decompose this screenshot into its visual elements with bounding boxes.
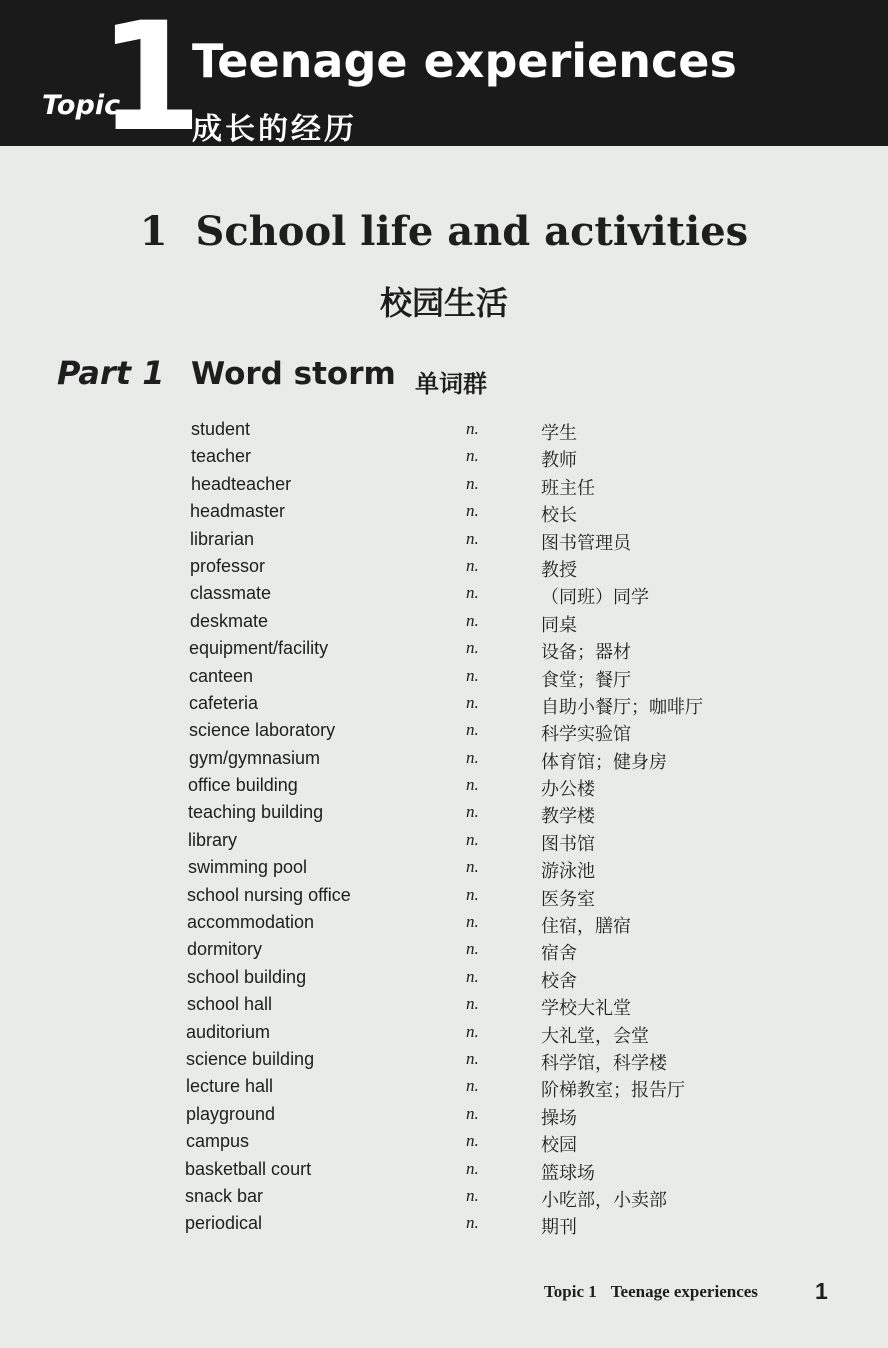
vocab-word: school building [187,966,307,987]
vocab-word: teacher [191,446,252,467]
vocab-row [0,1156,888,1183]
vocab-pos: n. [466,555,479,575]
vocab-meaning: 图书管理员 [541,532,631,554]
vocab-row [0,936,888,963]
vocab-pos: n. [466,419,479,438]
vocab-row [0,1101,888,1128]
footer-topic-label: Topic 1 [544,1282,597,1301]
vocab-meaning: 体育馆；健身房 [541,751,667,773]
vocab-row [0,827,888,854]
vocab-pos: n. [466,446,479,466]
vocab-word: deskmate [190,610,269,631]
vocab-meaning: 教学楼 [541,806,595,828]
vocab-word: cafeteria [189,692,259,713]
vocab-row [0,745,888,772]
vocab-word: lecture hall [186,1076,274,1097]
vocab-pos: n. [466,1076,479,1096]
vocab-meaning: 图书馆 [541,833,595,855]
vocab-meaning: 住宿，膳宿 [541,916,631,938]
vocab-meaning: 设备；器材 [541,642,631,664]
vocab-row [0,690,888,717]
vocab-word: canteen [189,665,254,686]
section-subtitle: 校园生活 [379,284,508,322]
vocab-meaning: 校长 [541,505,577,527]
topic-title-en: Teenage experiences [192,34,737,88]
vocab-word: dormitory [187,939,263,960]
vocab-pos: n. [466,994,479,1014]
part-label: Part 1 [57,354,165,392]
vocab-meaning: 医务室 [541,888,595,910]
vocab-pos: n. [466,747,479,767]
vocab-meaning: 小吃部，小卖部 [541,1189,667,1211]
vocab-row [0,1046,888,1073]
vocab-row [0,1019,888,1046]
vocab-meaning: 校舍 [541,970,577,992]
vocab-meaning: 食堂；餐厅 [541,669,631,691]
vocab-pos: n. [466,1131,479,1151]
vocab-word: basketball court [185,1158,312,1179]
vocab-row [0,663,888,690]
vocab-row [0,526,888,553]
vocab-meaning: 办公楼 [541,779,595,801]
vocab-pos: n. [466,802,479,822]
vocab-row [0,882,888,909]
footer-topic-title: Teenage experiences [610,1282,758,1301]
vocab-word: office building [188,775,298,796]
vocab-row [0,443,888,470]
vocab-pos: n. [466,501,479,521]
vocab-word: library [188,829,238,850]
vocab-meaning: 教授 [541,559,577,581]
vocab-word: campus [186,1131,250,1152]
section-title: 1 School life and activities [139,208,749,255]
topic-word: Topic [42,90,121,121]
vocab-word: accommodation [187,912,315,933]
vocab-word: classmate [190,583,272,604]
vocab-meaning: 学生 [541,423,577,444]
vocab-meaning: （同班）同学 [541,587,649,609]
vocab-row [0,909,888,936]
vocab-meaning: 学校大礼堂 [541,998,631,1020]
vocab-row [0,553,888,580]
vocab-pos: n. [466,692,479,712]
topic-title-zh: 成长的经历 [192,112,357,147]
vocab-word: periodical [185,1213,263,1234]
vocab-row [0,772,888,799]
vocab-pos: n. [466,829,479,849]
vocab-word: science building [186,1048,315,1069]
vocab-meaning: 游泳池 [541,861,595,883]
vocab-row [0,471,888,498]
vocab-meaning: 操场 [541,1107,577,1129]
vocab-word: equipment/facility [189,638,329,659]
vocab-pos: n. [466,857,479,877]
vocab-word: swimming pool [188,857,308,878]
topic-header-band [0,0,888,165]
vocab-word: headteacher [191,473,292,494]
vocab-row [0,498,888,525]
vocab-row [0,964,888,991]
vocab-meaning: 期刊 [541,1217,577,1239]
vocab-pos: n. [466,720,479,740]
vocab-pos: n. [466,912,479,932]
part-title-zh: 单词群 [415,370,487,398]
vocab-word: teaching building [188,802,324,823]
vocab-row [0,1128,888,1155]
vocab-row [0,1073,888,1100]
vocab-row [0,1210,888,1237]
vocab-word: gym/gymnasium [189,747,321,768]
vocab-word: student [191,419,251,439]
vocab-word: professor [190,555,266,576]
vocab-row [0,608,888,635]
vocab-meaning: 宿舍 [541,943,577,965]
vocab-meaning: 自助小餐厅；咖啡厅 [541,696,703,718]
vocab-pos: n. [466,1103,479,1123]
vocab-word: school hall [187,994,273,1015]
vocab-pos: n. [466,1158,479,1178]
vocab-pos: n. [466,775,479,795]
vocab-row [0,799,888,826]
vocab-meaning: 科学实验馆 [541,724,631,746]
vocab-meaning: 科学馆，科学楼 [541,1052,667,1074]
vocab-meaning: 教师 [541,450,577,472]
vocab-meaning: 班主任 [541,477,595,499]
vocab-pos: n. [466,638,479,658]
vocab-row [0,1183,888,1210]
vocab-row [0,635,888,662]
vocab-word: school nursing office [187,884,351,905]
vocab-word: headmaster [190,501,286,522]
vocab-pos: n. [466,884,479,904]
part-title: Word storm [191,356,396,392]
vocab-meaning: 大礼堂，会堂 [541,1025,649,1047]
vocab-row [0,854,888,881]
vocab-pos: n. [466,1048,479,1068]
vocab-pos: n. [466,1021,479,1041]
vocab-pos: n. [466,939,479,959]
vocab-pos: n. [466,1185,479,1205]
topic-number: 1 [98,0,203,165]
vocab-meaning: 校园 [541,1135,577,1157]
vocab-pos: n. [466,966,479,986]
vocab-meaning: 同桌 [541,614,577,636]
vocab-pos: n. [466,665,479,685]
vocab-row [0,416,888,443]
vocab-word: science laboratory [189,720,336,741]
vocab-word: librarian [190,528,255,549]
vocab-row [0,991,888,1018]
vocabulary-list [0,416,888,1238]
vocab-meaning: 阶梯教室；报告厅 [541,1080,685,1102]
vocab-pos: n. [466,583,479,603]
vocab-pos: n. [466,473,479,493]
vocab-pos: n. [466,1213,479,1233]
running-footer [544,1282,758,1302]
vocab-meaning: 篮球场 [541,1162,595,1184]
page-number: 1 [815,1278,828,1304]
vocab-row [0,580,888,607]
vocab-pos: n. [466,528,479,548]
vocab-word: playground [186,1103,276,1124]
vocab-word: snack bar [185,1185,264,1206]
vocab-word: auditorium [186,1021,271,1042]
vocab-row [0,717,888,744]
vocab-pos: n. [466,610,479,630]
